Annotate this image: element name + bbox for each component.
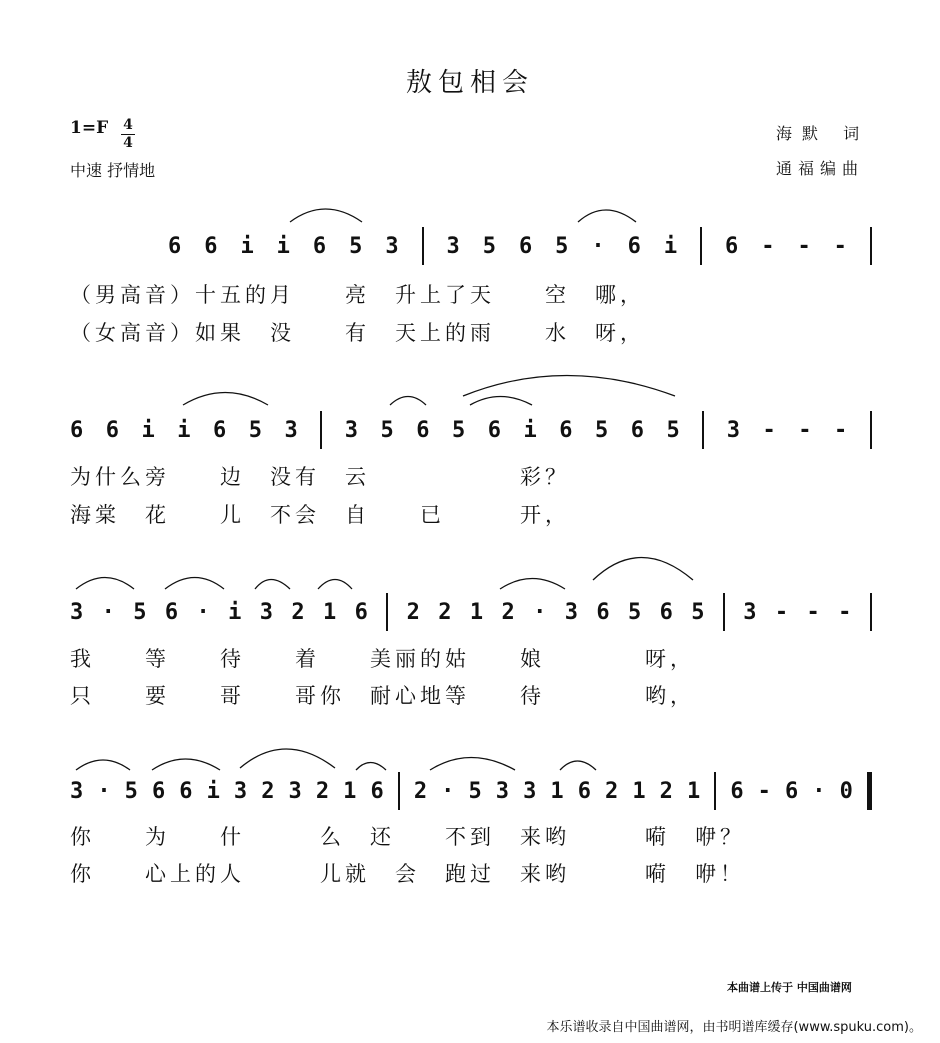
note: 6 bbox=[151, 778, 166, 804]
slur bbox=[76, 760, 130, 770]
slur bbox=[76, 578, 134, 590]
note: 6 bbox=[354, 599, 368, 625]
lyric-line-4-verse-1: 你 为 什 么 还 不到 来哟 嗬 咿？ bbox=[70, 825, 745, 849]
note: 5 bbox=[482, 233, 496, 259]
note: 5 bbox=[595, 417, 609, 443]
note: · bbox=[591, 233, 605, 259]
slur bbox=[500, 579, 565, 590]
note: 5 bbox=[124, 778, 138, 804]
slur bbox=[165, 578, 224, 590]
note: i bbox=[228, 599, 242, 625]
note: 3 bbox=[70, 599, 84, 625]
note: - bbox=[798, 417, 812, 443]
note: 6 bbox=[487, 417, 501, 443]
note: i bbox=[663, 233, 678, 259]
note: 3 bbox=[70, 778, 84, 804]
note: 1 bbox=[632, 778, 646, 804]
note: i bbox=[206, 778, 220, 804]
note: · bbox=[196, 599, 210, 625]
barline bbox=[702, 411, 704, 449]
note: 5 bbox=[666, 417, 680, 443]
note: 0 bbox=[839, 778, 853, 804]
footer-source-note: 本乐谱收录自中国曲谱网，由书明谱库缓存(www.spuku.com)。 bbox=[546, 1020, 922, 1035]
note: 5 bbox=[349, 233, 363, 259]
notes-system-3 bbox=[70, 597, 872, 627]
note: 6 bbox=[725, 233, 739, 259]
lyric-line-1-verse-2: （女高音）如果 没 有 天上的雨 水 呀， bbox=[70, 321, 645, 345]
note: 5 bbox=[452, 417, 466, 443]
song-title: 敖包相会 bbox=[405, 68, 534, 98]
note: 6 bbox=[105, 417, 119, 443]
time-signature-top: 4 bbox=[123, 117, 133, 133]
note: 6 bbox=[730, 778, 744, 804]
lyric-line-3-verse-2: 只 要 哥 哥你 耐心地等 待 哟， bbox=[70, 684, 695, 708]
note: · bbox=[533, 599, 547, 625]
note: 3 bbox=[446, 233, 460, 259]
note: 3 bbox=[726, 417, 740, 443]
note: - bbox=[797, 233, 811, 259]
note: 1 bbox=[343, 778, 357, 804]
note: 6 bbox=[416, 417, 430, 443]
note: 3 bbox=[344, 417, 358, 443]
note: 3 bbox=[495, 778, 509, 804]
note: - bbox=[833, 233, 847, 259]
note: 5 bbox=[380, 417, 394, 443]
note: 3 bbox=[564, 599, 578, 625]
key-signature: 1=F bbox=[70, 118, 109, 138]
note: i bbox=[177, 417, 191, 443]
note: · bbox=[441, 778, 455, 804]
note: 6 bbox=[70, 417, 84, 443]
note: 6 bbox=[168, 233, 182, 259]
note: 1 bbox=[323, 599, 337, 625]
tempo-marking: 中速 抒情地 bbox=[70, 161, 156, 180]
barline bbox=[867, 772, 872, 810]
note: - bbox=[757, 778, 771, 804]
slur bbox=[152, 759, 220, 770]
note: 6 bbox=[213, 417, 227, 443]
note: 1 bbox=[469, 599, 484, 625]
lyric-line-1-verse-1: （男高音）十五的月 亮 升上了天 空 哪， bbox=[70, 283, 645, 307]
note: - bbox=[834, 417, 848, 443]
note: 6 bbox=[312, 233, 327, 259]
slur bbox=[593, 558, 693, 581]
note: 5 bbox=[468, 778, 482, 804]
note: 2 bbox=[315, 778, 330, 804]
note: 6 bbox=[659, 599, 673, 625]
note: 6 bbox=[627, 233, 641, 259]
lyric-line-2-verse-2: 海棠 花 儿 不会 自 已 开， bbox=[70, 503, 570, 527]
note: - bbox=[806, 599, 820, 625]
barline bbox=[422, 227, 424, 265]
note: - bbox=[762, 417, 776, 443]
slur bbox=[290, 209, 362, 222]
slur bbox=[560, 761, 596, 770]
slur bbox=[390, 397, 426, 406]
note: 6 bbox=[179, 778, 193, 804]
note: 2 bbox=[261, 778, 275, 804]
note: 6 bbox=[559, 417, 573, 443]
note: 6 bbox=[204, 233, 218, 259]
note: i bbox=[276, 233, 290, 259]
barline bbox=[723, 593, 725, 631]
slur bbox=[463, 376, 675, 397]
note: 3 bbox=[523, 778, 537, 804]
note: i bbox=[240, 233, 254, 259]
note: 2 bbox=[501, 599, 515, 625]
lyricist-credit: 海默 词 bbox=[776, 124, 870, 143]
barline bbox=[320, 411, 322, 449]
note: 3 bbox=[233, 778, 248, 804]
note: · bbox=[97, 778, 111, 804]
time-signature-bottom: 4 bbox=[123, 135, 133, 151]
note: 5 bbox=[628, 599, 642, 625]
note: 3 bbox=[743, 599, 757, 625]
time-signature bbox=[121, 118, 135, 151]
slur bbox=[183, 393, 268, 406]
note: 6 bbox=[596, 599, 610, 625]
slur bbox=[240, 749, 335, 768]
lyric-line-3-verse-1: 我 等 待 着 美丽的姑 娘 呀， bbox=[70, 647, 695, 671]
note: 3 bbox=[284, 417, 298, 443]
note: 2 bbox=[291, 599, 305, 625]
note: 2 bbox=[413, 778, 428, 804]
note: - bbox=[838, 599, 852, 625]
note: · bbox=[101, 599, 115, 625]
composer-credit: 通福编曲 bbox=[776, 159, 865, 178]
slur bbox=[255, 580, 290, 590]
note: 5 bbox=[555, 233, 569, 259]
note: 2 bbox=[406, 599, 420, 625]
note: 2 bbox=[659, 778, 673, 804]
lyric-line-4-verse-2: 你 心上的人 儿就 会 跑过 来哟 嗬 咿！ bbox=[70, 862, 745, 886]
barline bbox=[714, 772, 716, 810]
note: 6 bbox=[577, 778, 591, 804]
footer-upload-note: 本曲谱上传于 中国曲谱网 bbox=[727, 981, 852, 994]
barline bbox=[398, 772, 400, 810]
note: 5 bbox=[248, 417, 262, 443]
lyric-line-2-verse-1: 为什么旁 边 没有 云 彩？ bbox=[70, 465, 570, 489]
note: 3 bbox=[259, 599, 273, 625]
note: · bbox=[812, 778, 826, 804]
note: 6 bbox=[784, 778, 799, 804]
slur bbox=[578, 210, 636, 222]
note: 2 bbox=[605, 778, 619, 804]
note: i bbox=[523, 417, 537, 443]
note: 1 bbox=[550, 778, 564, 804]
note: - bbox=[774, 599, 789, 625]
barline bbox=[870, 593, 872, 631]
barline bbox=[870, 227, 872, 265]
note: 5 bbox=[691, 599, 705, 625]
note: i bbox=[141, 417, 155, 443]
barline bbox=[700, 227, 702, 265]
notes-system-2 bbox=[70, 415, 872, 445]
notes-system-1 bbox=[168, 231, 872, 261]
slur bbox=[430, 758, 515, 771]
note: 3 bbox=[385, 233, 399, 259]
barline bbox=[386, 593, 388, 631]
notes-system-4 bbox=[70, 776, 872, 806]
note: - bbox=[761, 233, 775, 259]
slur bbox=[356, 763, 386, 771]
note: 1 bbox=[686, 778, 701, 804]
slur bbox=[470, 397, 532, 406]
slur bbox=[318, 580, 352, 590]
note: 6 bbox=[370, 778, 384, 804]
note: 6 bbox=[630, 417, 644, 443]
note: 6 bbox=[518, 233, 533, 259]
note: 6 bbox=[164, 599, 179, 625]
note: 2 bbox=[438, 599, 452, 625]
barline bbox=[870, 411, 872, 449]
note: 5 bbox=[133, 599, 147, 625]
note: 3 bbox=[288, 778, 302, 804]
